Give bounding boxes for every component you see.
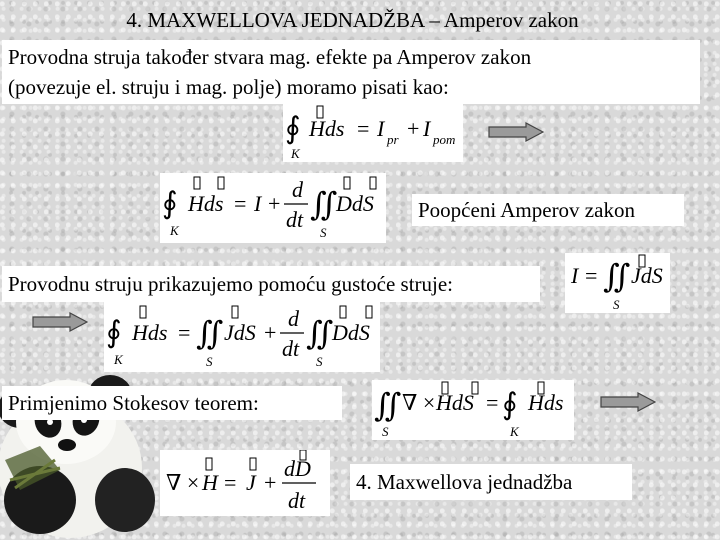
- svg-text:∬: ∬: [374, 387, 402, 423]
- current-density-text: Provodnu struju prikazujemo pomoću gustoće struje:: [2, 266, 540, 302]
- svg-text:∮: ∮: [285, 112, 301, 145]
- svg-text:=: =: [357, 116, 370, 141]
- svg-text:=: =: [224, 470, 237, 495]
- intro-line-1: Provodna struja također stvara mag. efekte pa Amperov zakon: [8, 45, 532, 69]
- svg-text:pom: pom: [433, 132, 456, 147]
- svg-text:S: S: [316, 354, 323, 369]
- svg-text:∬: ∬: [196, 315, 224, 351]
- svg-text:S: S: [320, 225, 327, 240]
- generalized-ampere-label: Poopćeni Amperov zakon: [412, 194, 684, 226]
- svg-text:=: =: [234, 191, 247, 216]
- intro-line-2: (povezuje el. struju i mag. polje) moramo pisati kao:: [8, 75, 449, 99]
- svg-text:∬: ∬: [306, 315, 334, 351]
- svg-text:=: =: [585, 263, 598, 288]
- stokes-theorem-text: Primjenimo Stokesov teorem:: [2, 386, 342, 420]
- equation-ampere-with-current-density: [104, 302, 380, 372]
- svg-text:dD: dD: [284, 456, 311, 481]
- right-arrow-icon: [32, 312, 88, 332]
- svg-text:I: I: [377, 116, 385, 141]
- svg-text:+: +: [264, 470, 277, 495]
- svg-text:dt: dt: [286, 207, 304, 232]
- svg-text:K: K: [114, 352, 123, 367]
- svg-text:∮: ∮: [106, 316, 122, 349]
- svg-text:+: +: [264, 320, 277, 345]
- svg-text:Hds: Hds: [132, 320, 168, 345]
- svg-text:∇ ×: ∇ ×: [166, 470, 200, 495]
- svg-text:K: K: [170, 223, 179, 238]
- svg-text:I: I: [423, 116, 431, 141]
- svg-text:∮: ∮: [502, 388, 518, 421]
- equation-current-density: [565, 253, 670, 313]
- svg-text:DdS: DdS: [336, 191, 374, 216]
- right-arrow-icon: [488, 122, 544, 142]
- intro-text: [2, 40, 700, 104]
- svg-text:=: =: [178, 320, 191, 345]
- svg-text:Hds: Hds: [188, 191, 224, 216]
- svg-text:HdS: HdS: [436, 390, 474, 415]
- svg-text:Hds: Hds: [528, 390, 564, 415]
- svg-text:=: =: [486, 390, 499, 415]
- lhs-hds: Hds: [309, 116, 345, 141]
- svg-text:∬: ∬: [310, 186, 338, 222]
- svg-text:+: +: [268, 191, 281, 216]
- svg-text:DdS: DdS: [332, 320, 370, 345]
- svg-text:JdS: JdS: [631, 263, 663, 288]
- svg-text:dt: dt: [282, 336, 300, 361]
- svg-text:+: +: [407, 116, 420, 141]
- svg-text:S: S: [206, 354, 213, 369]
- svg-text:∮: ∮: [162, 187, 178, 220]
- svg-text:dt: dt: [288, 488, 306, 513]
- svg-text:H: H: [202, 470, 218, 495]
- slide-title: 4. MAXWELLOVA JEDNADŽBA – Amperov zakon: [126, 8, 579, 32]
- right-arrow-icon: [600, 392, 656, 412]
- svg-text:I: I: [571, 263, 579, 288]
- svg-text:d: d: [292, 177, 303, 202]
- svg-text:S: S: [382, 424, 389, 439]
- svg-text:∬: ∬: [603, 258, 631, 294]
- svg-text:I: I: [254, 191, 262, 216]
- equation-ampere-generalized: [160, 173, 386, 243]
- equation-maxwell-4: [160, 450, 330, 516]
- svg-text:J: J: [246, 470, 256, 495]
- equation-stokes-theorem: [372, 380, 574, 440]
- svg-text:K: K: [510, 424, 519, 439]
- svg-text:∇ ×: ∇ ×: [402, 390, 436, 415]
- svg-text:S: S: [613, 297, 620, 312]
- svg-text:pr: pr: [387, 132, 399, 147]
- contour-label: K: [291, 146, 300, 161]
- equation-ampere-original: [283, 104, 463, 162]
- svg-text:d: d: [288, 306, 299, 331]
- svg-text:JdS: JdS: [224, 320, 256, 345]
- maxwell-4-label: 4. Maxwellova jednadžba: [350, 464, 632, 500]
